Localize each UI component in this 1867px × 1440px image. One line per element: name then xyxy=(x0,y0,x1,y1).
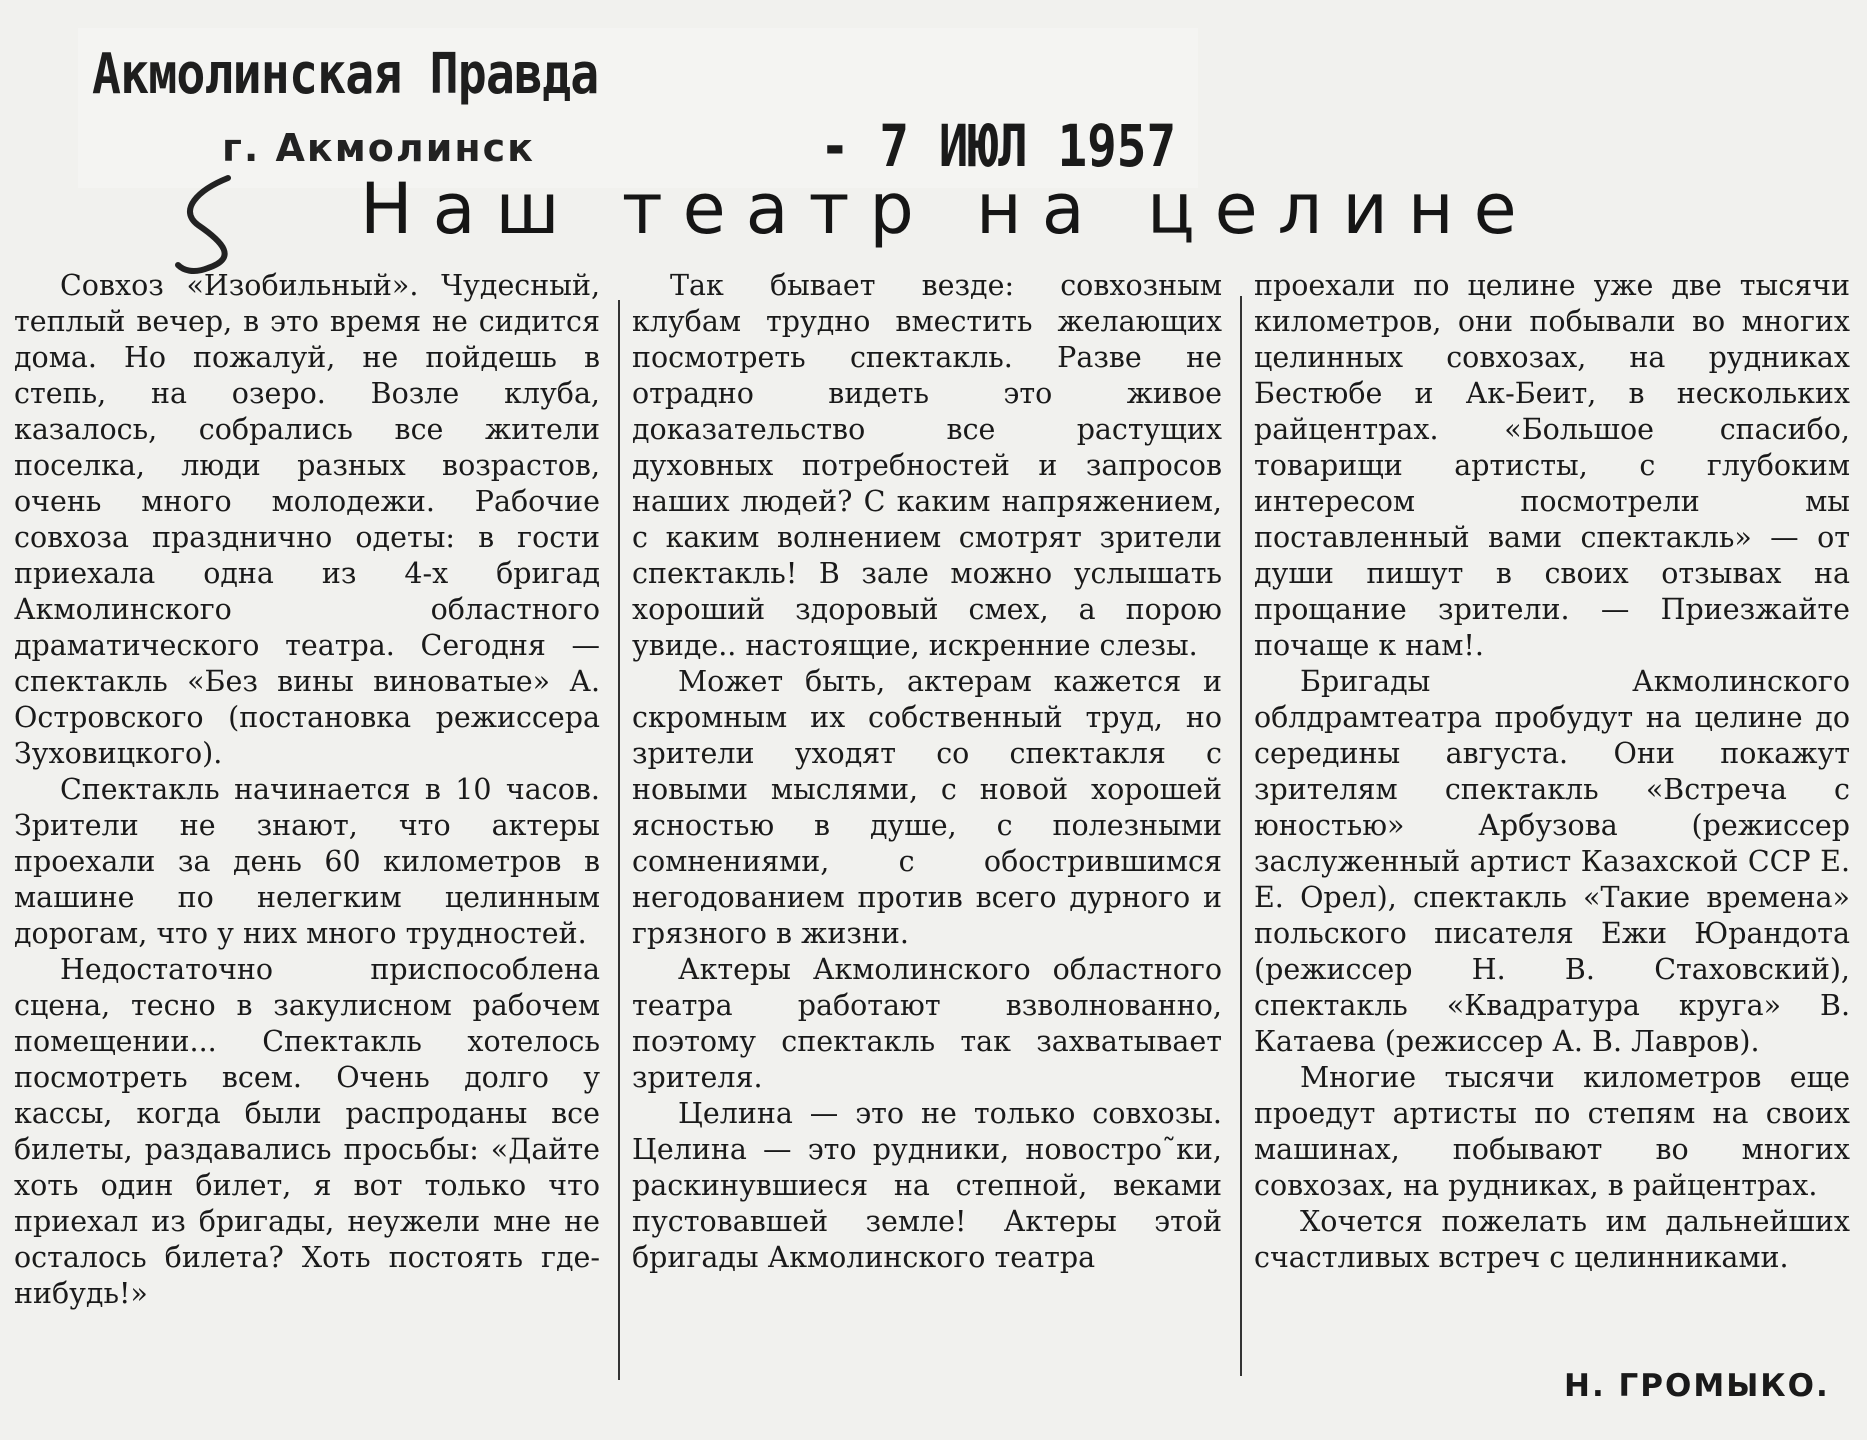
paragraph: Совхоз «Изобильный». Чудесный, теплый вечер, в это время не сидится дома. Но пожалуй, не пойдешь в степь, на озеро. Возле клуба, казалось, собрались все жители поселка, люди разных возрастов, очень много молодежи. Рабочие совхоза празднично одеты: в гости приехала одна из 4-х бригад Акмолинского областного драматического театра. Сегодня — спектакль «Без вины виноватые» А. Островского (постановка режиссера Зуховицкого). xyxy=(14,269,600,770)
column-divider xyxy=(618,300,620,1380)
paragraph: Недостаточно приспособлена сцена, тесно в закулисном рабочем помещении... Спектакль хотелось посмотреть всем. Очень долго у кассы, когда были распроданы все билеты, раздавались просьбы: «Дайте хоть один билет, я вот только что приехал из бригады, неужели мне не осталось билета? Хоть постоять где-нибудь!» xyxy=(14,953,600,1310)
paragraph: проехали по целине уже две тысячи километров, они побывали во многих целинных совхозах, на рудниках Бестюбе и Ак-Беит, в нескольких райцентрах. «Большое спасибо, товарищи артисты, с глубоким интересом посмотрели мы поставленный вами спектакль» — от души пишут в своих отзывах на прощание зрители. — Приезжайте почаще к нам!. xyxy=(1254,269,1850,662)
article-column-2 xyxy=(632,268,1222,1276)
column-divider xyxy=(1240,296,1242,1376)
paragraph: Целина — это не только совхозы. Целина — это рудники, новостро˜ки, раскинувшиеся на степной, веками пустовавшей земле! Актеры этой бригады Акмолинского театра xyxy=(632,1097,1222,1274)
newspaper-city: г. Акмолинск xyxy=(222,126,535,170)
paragraph: Многие тысячи километров еще проедут артисты по степям на своих машинах, побывают во многих совхозах, на рудниках, в райцентрах. xyxy=(1254,1061,1850,1202)
paragraph: Бригады Акмолинского облдрамтеатра пробудут на целине до середины августа. Они покажут зрителям спектакль «Встреча с юностью» Арбузова (режиссер заслуженный артист Казахской ССР Е. Е. Орел), спектакль «Такие времена» польского писателя Ежи Юрандота (режиссер Н. В. Стаховский), спектакль «Квадратура круга» В. Катаева (режиссер А. В. Лавров). xyxy=(1254,665,1850,1058)
article-column-3 xyxy=(1254,268,1850,1276)
article-headline: Наш театр на целине xyxy=(360,168,1537,250)
paragraph: Так бывает везде: совхозным клубам трудно вместить желающих посмотреть спектакль. Разве не отрадно видеть это живое доказательство все растущих духовных потребностей и запросов наших людей? С каким напряжением, с каким волнением смотрят зрители спектакль! В зале можно услышать хороший здоровый смех, а порою увиде.. настоящие, искренние слезы. xyxy=(632,269,1222,662)
paragraph: Может быть, актерам кажется и скромным их собственный труд, но зрители уходят со спектакля с новыми мыслями, с новой хорошей ясностью в душе, с полезными сомнениями, с обострившимся негодованием против всего дурного и грязного в жизни. xyxy=(632,665,1222,950)
paragraph: Спектакль начинается в 10 часов. Зрители не знают, что актеры проехали за день 60 километров в машине по нелегким целинным дорогам, что у них много трудностей. xyxy=(14,773,600,950)
handwritten-mark-icon xyxy=(168,170,258,280)
author-signature: Н. ГРОМЫКО. xyxy=(1564,1368,1830,1404)
date-stamp: - 7 ИЮЛ 1957 xyxy=(820,112,1177,180)
newspaper-name: Акмолинская Правда xyxy=(92,42,599,107)
article-column-1 xyxy=(14,268,600,1312)
paragraph: Хочется пожелать им дальнейших счастливых встреч с целинниками. xyxy=(1254,1205,1850,1274)
paragraph: Актеры Акмолинского областного театра работают взволнованно, поэтому спектакль так захватывает зрителя. xyxy=(632,953,1222,1094)
